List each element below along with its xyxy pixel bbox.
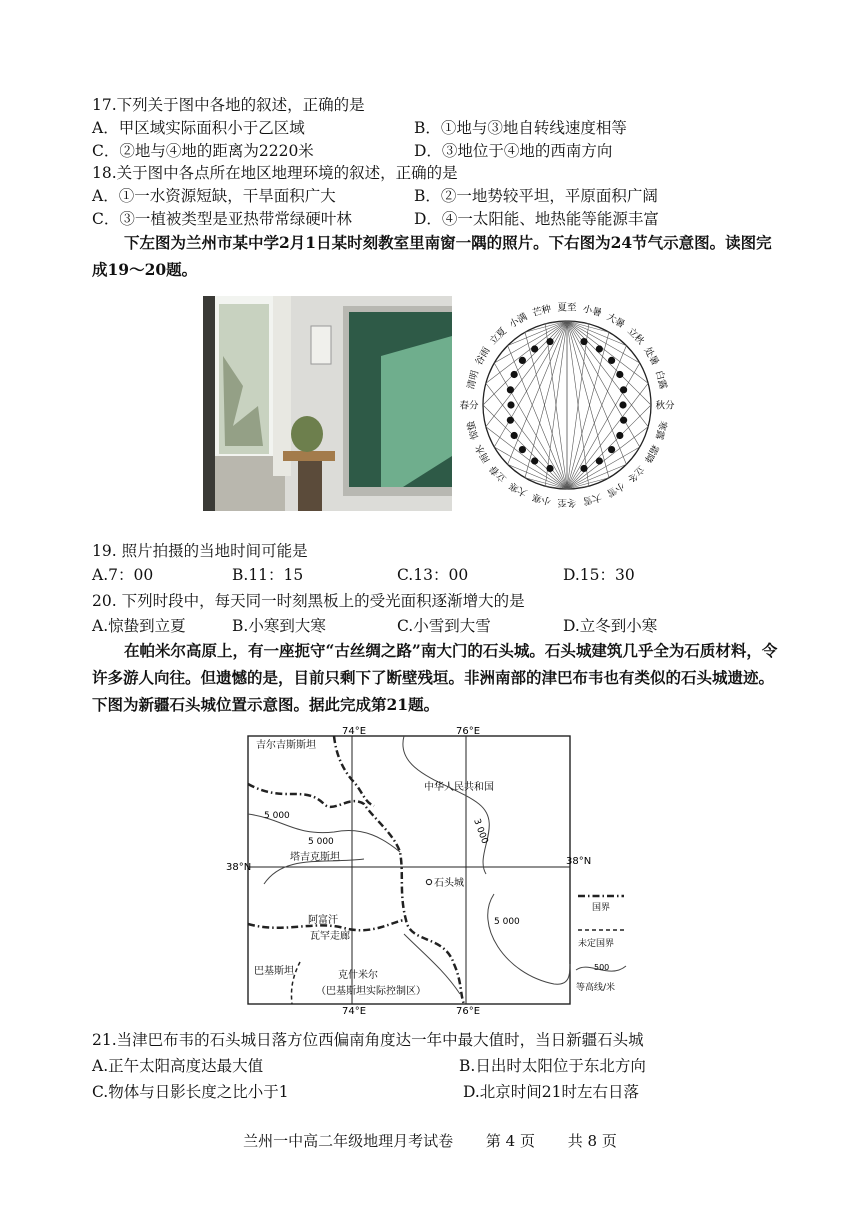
solar-term-label: 冬至 xyxy=(557,496,577,508)
label-stone-city: 石头城 xyxy=(434,878,464,889)
label-pakistan: 巴基斯坦 xyxy=(254,966,294,977)
classroom-photo xyxy=(203,296,452,511)
dial-line xyxy=(567,321,640,363)
footer-title: 兰州一中高二年级地理月考试卷 xyxy=(243,1132,454,1150)
lon-76-bottom: 76°E xyxy=(456,1006,481,1014)
solar-term-label: 大雪 xyxy=(581,490,603,507)
legend-contour-label: 等高线/米 xyxy=(576,983,616,993)
dial-dot xyxy=(620,386,627,393)
dial-dot xyxy=(511,432,518,439)
dial-dot xyxy=(519,357,526,364)
contour-label-3000: 3 000 xyxy=(471,817,490,846)
label-kashmir: 克什米尔 xyxy=(338,970,378,981)
q21-option-b: B.日出时太阳位于东北方向 xyxy=(459,1057,646,1075)
q19-option-b: B.11：15 xyxy=(232,566,304,584)
dial-line xyxy=(567,321,640,447)
label-kashmir-note: （巴基斯坦实际控制区） xyxy=(316,986,426,997)
q18-option-b: B．②一地势较平坦，平原面积广阔 xyxy=(414,187,658,205)
solar-term-label: 小寒 xyxy=(531,490,553,507)
label-wakhan: 瓦罕走廊 xyxy=(310,931,350,942)
dial-line xyxy=(567,321,626,464)
dial-dot xyxy=(546,465,553,472)
dial-line xyxy=(567,324,589,489)
dial-line xyxy=(567,447,640,489)
dial-dot xyxy=(596,457,603,464)
solar-term-label: 立夏 xyxy=(487,325,510,348)
q17-option-c: C．②地与④地的距离为2220米 xyxy=(92,142,314,160)
legend-contour-value: 500 xyxy=(594,963,610,972)
q20-option-b: B.小寒到大寒 xyxy=(232,617,326,635)
q21-option-c: C.物体与日影长度之比小于1 xyxy=(92,1083,289,1101)
q17-option-b: B．①地与③地自转线速度相等 xyxy=(414,119,627,137)
contour-label-5000-a: 5 000 xyxy=(264,811,290,821)
dial-line xyxy=(545,324,567,489)
q18-option-c: C．③一植被类型是亚热带常绿硬叶林 xyxy=(92,210,352,228)
dial-dot xyxy=(580,465,587,472)
contour-label-5000-b: 5 000 xyxy=(308,837,334,847)
stone-city-location-map xyxy=(224,724,652,1014)
solar-term-label: 寒露 xyxy=(652,419,669,441)
q20-stem: 20. 下列时段中，每天同一时刻黑板上的受光面积逐渐增大的是 xyxy=(92,592,525,610)
solar-term-label: 清明 xyxy=(465,369,482,391)
footer-total: 共 8 页 xyxy=(567,1132,617,1150)
dial-dot xyxy=(507,386,514,393)
dial-dot xyxy=(546,338,553,345)
label-tajikistan: 塔吉克斯坦 xyxy=(290,852,340,863)
q19-stem: 19. 照片拍摄的当地时间可能是 xyxy=(92,542,308,560)
solar-term-label: 白露 xyxy=(652,369,669,391)
map-legend xyxy=(576,896,626,993)
solar-term-label: 立冬 xyxy=(624,462,647,485)
solar-term-label: 夏至 xyxy=(557,302,577,314)
q21-stem: 21.当津巴布韦的石头城日落方位西偏南角度达一年中最大值时，当日新疆石头城 xyxy=(92,1031,644,1049)
dial-dot xyxy=(507,417,514,424)
dial-dot xyxy=(616,371,623,378)
solar-term-label: 雨水 xyxy=(473,442,493,465)
lon-74-bottom: 74°E xyxy=(342,1006,367,1014)
dial-line xyxy=(567,363,640,489)
dial-line xyxy=(508,321,567,464)
label-kyrgyzstan: 吉尔吉斯斯坦 xyxy=(256,740,316,751)
dial-line xyxy=(494,447,567,489)
q20-option-a: A.惊蛰到立夏 xyxy=(92,617,186,635)
dial-dot xyxy=(620,417,627,424)
solar-term-label: 惊蛰 xyxy=(465,419,482,441)
q19-option-a: A.7：00 xyxy=(92,566,154,584)
q20-option-d: D.立冬到小寒 xyxy=(563,617,658,635)
lon-76-top: 76°E xyxy=(456,726,481,737)
q17-option-d: D．③地位于④地的西南方向 xyxy=(414,142,613,160)
contour-label-5000-c: 5 000 xyxy=(494,917,520,927)
dial-dot xyxy=(608,357,615,364)
dial-line xyxy=(494,321,567,447)
q21-option-d: D.北京时间21时左右日落 xyxy=(463,1083,640,1101)
footer-page: 第 4 页 xyxy=(485,1132,535,1150)
q21-option-a: A.正午太阳高度达最大值 xyxy=(92,1057,264,1075)
q19-option-d: D.15：30 xyxy=(563,566,635,584)
dial-dot xyxy=(531,345,538,352)
solar-term-label: 霜降 xyxy=(641,442,661,465)
q18-option-d: D．④一太阳能、地热能等能源丰富 xyxy=(414,210,659,228)
label-china: 中华人民共和国 xyxy=(424,782,494,793)
dial-dot xyxy=(619,401,626,408)
label-afghanistan: 阿富汗 xyxy=(308,915,338,926)
solar-term-label: 处暑 xyxy=(641,345,661,368)
lon-74-top: 74°E xyxy=(342,726,367,737)
dial-line xyxy=(567,321,609,478)
solar-term-label: 谷雨 xyxy=(473,345,493,368)
dial-line xyxy=(525,321,567,478)
dial-dot xyxy=(511,371,518,378)
solar-term-label: 秋分 xyxy=(655,400,675,412)
page-footer xyxy=(0,1130,860,1151)
dial-line xyxy=(545,321,567,486)
dial-dot xyxy=(507,401,514,408)
solar-term-label: 小暑 xyxy=(581,303,603,320)
solar-term-label: 小满 xyxy=(507,311,530,331)
dial-dot xyxy=(616,432,623,439)
q18-option-a: A．①一水资源短缺，干旱面积广大 xyxy=(92,187,336,205)
solar-term-label: 春分 xyxy=(459,400,479,412)
solar-term-label: 芒种 xyxy=(531,303,553,320)
q17-option-a: A．甲区域实际面积小于乙区域 xyxy=(92,119,305,137)
dial-line xyxy=(494,321,567,363)
q17-stem: 17.下列关于图中各地的叙述，正确的是 xyxy=(92,96,365,114)
dial-line xyxy=(494,363,567,489)
lat-38-right: 38°N xyxy=(566,856,592,867)
dial-line xyxy=(567,346,626,489)
lat-38-left: 38°N xyxy=(226,862,252,873)
solar-terms-diagram xyxy=(456,294,678,516)
dial-dot xyxy=(580,338,587,345)
dial-dot xyxy=(519,446,526,453)
solar-term-label: 立春 xyxy=(487,462,510,485)
q20-option-c: C.小雪到大雪 xyxy=(397,617,491,635)
dial-dot xyxy=(531,457,538,464)
dial-dot xyxy=(596,345,603,352)
legend-border-label: 国界 xyxy=(592,903,611,913)
solar-term-label: 大寒 xyxy=(507,479,530,499)
q18-stem: 18.关于图中各点所在地区地理环境的叙述，正确的是 xyxy=(92,164,458,182)
solar-term-label: 小雪 xyxy=(604,479,627,499)
dial-line xyxy=(567,332,609,489)
intro-19-20: 下左图为兰州市某中学2月1日某时刻教室里南窗一隅的照片。下右图为24节气示意图。读图完成19～20题。 xyxy=(92,233,772,279)
dial-line xyxy=(567,321,589,486)
dial-line xyxy=(508,346,567,489)
solar-term-label: 立秋 xyxy=(624,325,647,348)
dial-line xyxy=(525,332,567,489)
q19-option-c: C.13：00 xyxy=(397,566,469,584)
legend-undefined-label: 未定国界 xyxy=(578,939,615,949)
intro-21: 在帕米尔高原上，有一座扼守“古丝绸之路”南大门的石头城。石头城建筑几乎全为石质材料，令许多游人向往。但遗憾的是，目前只剩下了断壁残垣。非洲南部的津巴布韦也有类似的石头城遗迹。下图为新疆石头城位置示意图。据此完成第21题。 xyxy=(92,641,778,714)
solar-term-label: 大暑 xyxy=(604,311,627,331)
dial-dot xyxy=(608,446,615,453)
